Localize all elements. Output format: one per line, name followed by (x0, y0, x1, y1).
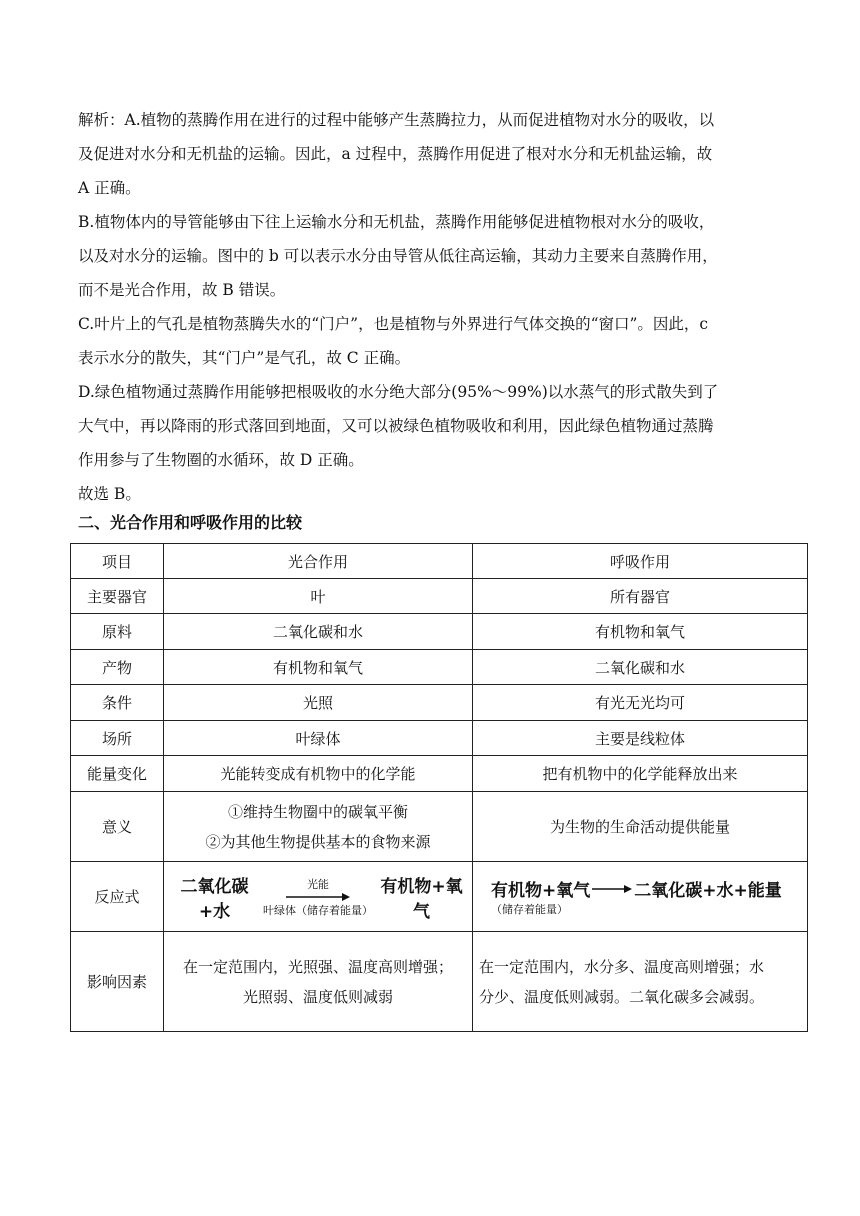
table-row-meaning (71, 792, 808, 862)
factors-line: 在一定范围内，水分多、温度高则增强；水 (479, 957, 765, 976)
analysis-line: 作用参与了生物圈的水循环，故 D 正确。 (78, 451, 364, 469)
row-label: 场所 (71, 721, 164, 756)
meaning-line: ②为其他生物提供基本的食物来源 (205, 832, 431, 851)
arrow-label-below (263, 902, 373, 918)
section-title: 二、光合作用和呼吸作用的比较 (78, 513, 303, 532)
row-label: 主要器官 (71, 579, 164, 614)
analysis-line: 解析：A.植物的蒸腾作用在进行的过程中能够产生蒸腾拉力，从而促进植物对水分的吸收，以 (78, 111, 715, 129)
header-cell: 光合作用 (164, 544, 473, 579)
photo-cell: 光照 (164, 685, 473, 721)
resp-cell: 所有器官 (473, 579, 808, 614)
photo-cell (164, 792, 473, 862)
header-cell: 呼吸作用 (473, 544, 808, 579)
table-row-reaction (71, 862, 808, 932)
analysis-line: B.植物体内的导管能够由下往上运输水分和无机盐，蒸腾作用能够促进植物根对水分的吸收， (78, 213, 715, 231)
analysis-line: 及促进对水分和无机盐的运输。因此，a 过程中，蒸腾作用促进了根对水分和无机盐运输，故 (78, 145, 713, 163)
resp-cell: 主要是线粒体 (473, 721, 808, 756)
row-label: 影响因素 (71, 932, 164, 1032)
photo-cell: 叶 (164, 579, 473, 614)
resp-cell: 有机物和氧气 (473, 614, 808, 650)
analysis-line: D.绿色植物通过蒸腾作用能够把根吸收的水分绝大部分(95%～99%)以水蒸气的形式散失到了 (78, 383, 719, 401)
table-row (71, 650, 808, 685)
table-row (71, 721, 808, 756)
resp-equation (477, 876, 803, 917)
table-row (71, 685, 808, 721)
photo-equation (168, 872, 468, 922)
photo-cell: 叶绿体 (164, 721, 473, 756)
table-header-row (71, 544, 808, 579)
energy-note: （储存着能量） (491, 903, 568, 916)
analysis-line: 大气中，再以降雨的形式落回到地面，又可以被绿色植物吸收和利用，因此绿色植物通过蒸腾 (78, 417, 714, 435)
row-label: 产物 (71, 650, 164, 685)
table-row-factors (71, 932, 808, 1032)
analysis-line: C.叶片上的气孔是植物蒸腾失水的“门户”，也是植物与外界进行气体交换的“窗口”。因此，c (78, 315, 709, 333)
resp-cell: 二氧化碳和水 (473, 650, 808, 685)
arrow-label-above: 光能 (307, 877, 329, 891)
energy-note: （储存着能量） (296, 903, 373, 917)
row-label: 条件 (71, 685, 164, 721)
table-row (71, 579, 808, 614)
right-arrow-icon (286, 892, 350, 902)
resp-reactants: 有机物+氧气 (491, 881, 591, 901)
row-label: 意义 (71, 792, 164, 862)
analysis-line: 表示水分的散失，其“门户”是气孔，故 C 正确。 (78, 349, 411, 367)
resp-equation-line (491, 876, 782, 901)
header-cell: 项目 (71, 544, 164, 579)
table-row (71, 756, 808, 792)
row-label: 反应式 (71, 862, 164, 932)
photo-cell: 二氧化碳和水 (164, 614, 473, 650)
comparison-table (70, 543, 808, 1032)
factors-line: 光照弱、温度低则减弱 (242, 987, 393, 1006)
analysis-line: 故选 B。 (78, 485, 141, 503)
right-arrow-icon (592, 884, 632, 894)
resp-products: 二氧化碳+水+能量 (634, 881, 782, 901)
analysis-line: 而不是光合作用，故 B 错误。 (78, 281, 286, 299)
photo-cell: 有机物和氧气 (164, 650, 473, 685)
row-label: 能量变化 (71, 756, 164, 792)
meaning-line: ①维持生物圈中的碳氧平衡 (227, 802, 408, 821)
row-label: 原料 (71, 614, 164, 650)
factors-line: 在一定范围内，光照强、温度高则增强； (182, 957, 453, 976)
table-row (71, 614, 808, 650)
analysis-line: A 正确。 (78, 179, 141, 197)
factors-line: 分少、温度低则减弱。二氧化碳多会减弱。 (479, 987, 765, 1006)
photo-products: 有机物+氧气 (380, 876, 463, 922)
analysis-line: 以及对水分的运输。图中的 b 可以表示水分由导管从低往高运输，其动力主要来自蒸腾作用， (78, 247, 718, 265)
resp-cell: 为生物的生命活动提供能量 (473, 792, 808, 862)
resp-cell: 有光无光均可 (473, 685, 808, 721)
resp-cell (473, 932, 808, 1032)
analysis-paragraph (78, 103, 784, 511)
photo-equation-cell (164, 862, 473, 932)
photo-arrow-group (263, 876, 373, 918)
below-arrow-text: 叶绿体 (263, 903, 296, 917)
resp-cell: 把有机物中的化学能释放出来 (473, 756, 808, 792)
photo-cell (164, 932, 473, 1032)
resp-equation-cell (473, 862, 808, 932)
photo-cell: 光能转变成有机物中的化学能 (164, 756, 473, 792)
photo-reactants: 二氧化碳+水 (180, 876, 249, 922)
